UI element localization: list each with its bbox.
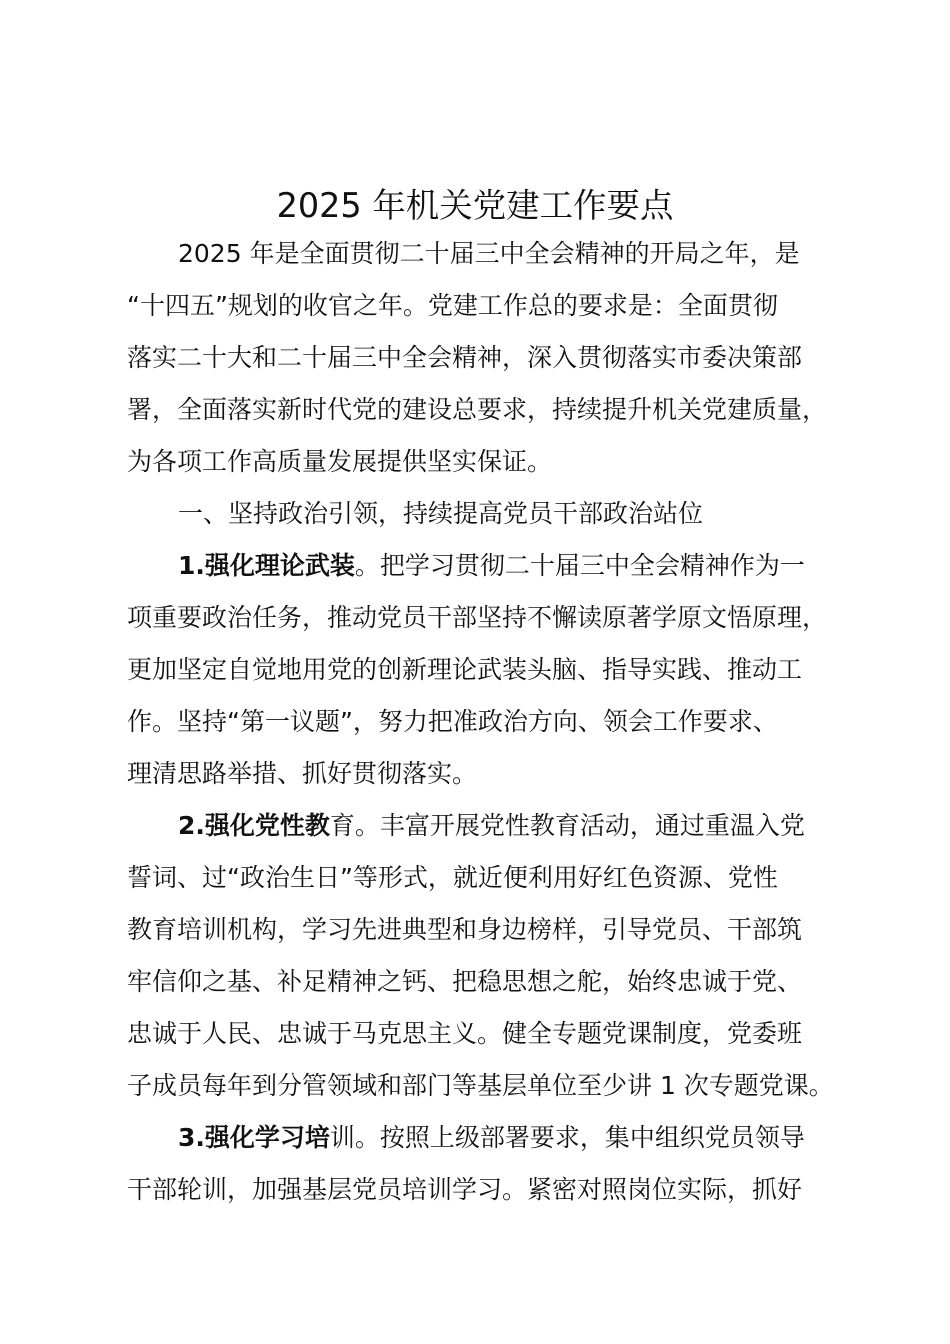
item-heading: 1.强化理论武装 — [178, 551, 355, 580]
item-text: 训。按照上级部署要求，集中组织党员领导 — [329, 1123, 805, 1152]
intro-line: 落实二十大和二十届三中全会精神，深入贯彻落实市委决策部 — [127, 343, 803, 372]
intro-line: 2025 年是全面贯彻二十届三中全会精神的开局之年，是 — [178, 239, 800, 268]
item-first-line — [178, 806, 805, 846]
item-line: 作。坚持“第一议题”，努力把准政治方向、领会工作要求、 — [127, 707, 778, 736]
item-first-line — [178, 546, 805, 586]
item-line: 理清思路举措、抓好贯彻落实。 — [127, 759, 478, 788]
item-text: 育。丰富开展党性教育活动，通过重温入党 — [329, 811, 805, 840]
item-line: 牢信仰之基、补足精神之钙、把稳思想之舵，始终忠诚于党、 — [127, 967, 803, 996]
item-line: 誓词、过“政治生日”等形式，就近便利用好红色资源、党性 — [127, 863, 778, 892]
intro-line: 为各项工作高质量发展提供坚实保证。 — [127, 447, 553, 476]
item-line: 教育培训机构，学习先进典型和身边榜样，引导党员、干部筑 — [127, 915, 803, 944]
intro-line: “十四五”规划的收官之年。党建工作总的要求是：全面贯彻 — [127, 291, 778, 320]
item-line: 干部轮训，加强基层党员培训学习。紧密对照岗位实际，抓好 — [127, 1175, 803, 1204]
item-heading: 2.强化党性教 — [178, 811, 330, 840]
section-heading: 一、坚持政治引领，持续提高党员干部政治站位 — [178, 499, 704, 528]
intro-line: 署，全面落实新时代党的建设总要求，持续提升机关党建质量， — [127, 395, 828, 424]
item-line: 更加坚定自觉地用党的创新理论武装头脑、指导实践、推动工 — [127, 655, 803, 684]
item-text: 。把学习贯彻二十届三中全会精神作为一 — [354, 551, 805, 580]
item-line: 忠诚于人民、忠诚于马克思主义。健全专题党课制度，党委班 — [127, 1019, 803, 1048]
item-line: 项重要政治任务，推动党员干部坚持不懈读原著学原文悟原理， — [127, 603, 828, 632]
item-first-line — [178, 1118, 805, 1158]
item-line: 子成员每年到分管领域和部门等基层单位至少讲 1 次专题党课。 — [127, 1071, 834, 1100]
item-heading: 3.强化学习培 — [178, 1123, 330, 1152]
document-title: 2025 年机关党建工作要点 — [276, 186, 674, 225]
